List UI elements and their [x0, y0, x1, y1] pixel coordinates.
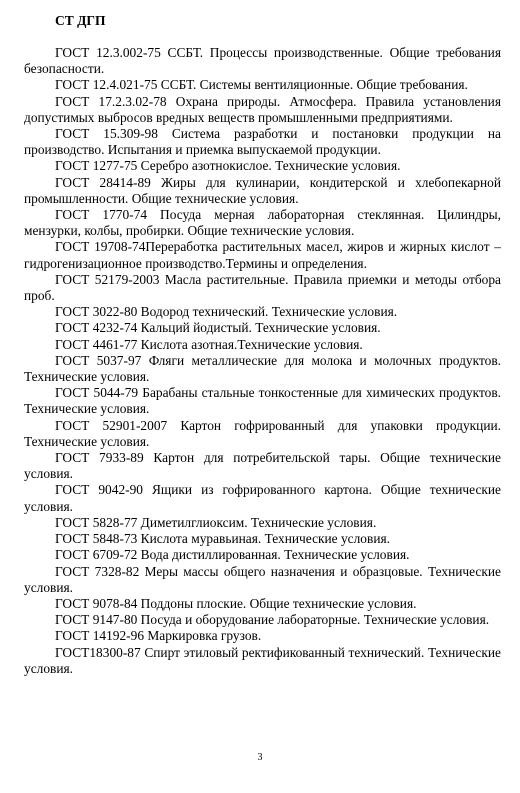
list-item: ГОСТ 4232-74 Кальций йодистый. Технические условия. — [55, 320, 381, 336]
list-item: ГОСТ 5044-79 Барабаны стальные тонкостенные для химических продуктов. Технические условия. — [24, 385, 501, 417]
list-item: ГОСТ 5828-77 Диметилглиоксим. Технические условия. — [55, 514, 377, 530]
list-item: ГОСТ 17.2.3.02-78 Охрана природы. Атмосфера. Правила установления допустимых выбросов вредных веществ промышленными предприятиями. — [24, 93, 501, 125]
list-item: ГОСТ 5848-73 Кислота муравьиная. Технические условия. — [55, 531, 390, 547]
list-item: ГОСТ 5037-97 Фляги металлические для молока и молочных продуктов. Технические условия. — [24, 352, 501, 385]
list-item: ГОСТ 15.309-98 Система разработки и постановки продукции на производство. Испытания и приемка выпускаемой продукции. — [24, 126, 501, 158]
list-item: ГОСТ 52901-2007 Картон гофрированный для упаковки продукции. Технические условия. — [24, 417, 501, 449]
list-item: ГОСТ 12.4.021-75 ССБТ. Системы вентиляционные. Общие требования. — [55, 77, 468, 93]
list-item: ГОСТ18300-87 Спирт этиловый ректификованный технический. Технические условия. — [24, 644, 501, 676]
list-item: ГОСТ 19708-74Переработка растительных масел, жиров и жирных кислот –гидрогенизационное производство.Термины и определения. — [24, 239, 501, 271]
list-item: ГОСТ 7328-82 Меры массы общего назначения и образцовые. Технические условия. — [24, 563, 501, 595]
list-item: ГОСТ 9147-80 Посуда и оборудование лабораторные. Технические условия. — [55, 612, 490, 628]
document-title: СТ ДГП — [55, 13, 106, 28]
list-item: ГОСТ 52179-2003 Масла растительные. Правила приемки и методы отбора проб. — [24, 271, 501, 304]
list-item: ГОСТ 6709-72 Вода дистиллированная. Технические условия. — [55, 547, 410, 563]
list-item: ГОСТ 3022-80 Водород технический. Технические условия. — [55, 304, 398, 320]
page-number: 3 — [257, 752, 263, 763]
list-item: ГОСТ 1770-74 Посуда мерная лабораторная стеклянная. Цилиндры, мензурки, колбы, пробирки. Общие технические условия. — [24, 207, 501, 239]
list-item: ГОСТ 4461-77 Кислота азотная.Технические условия. — [55, 336, 363, 352]
list-item: ГОСТ 9042-90 Ящики из гофрированного картона. Общие технические условия. — [24, 482, 501, 514]
list-item: ГОСТ 12.3.002-75 ССБТ. Процессы производственные. Общие требования безопасности. — [24, 45, 501, 77]
list-item: ГОСТ 28414-89 Жиры для кулинарии, кондитерской и хлебопекарной промышленности. Общие технические условия. — [24, 174, 501, 206]
list-item: ГОСТ 9078-84 Поддоны плоские. Общие технические условия. — [55, 595, 417, 611]
list-item: ГОСТ 7933-89 Картон для потребительской тары. Общие технические условия. — [24, 450, 501, 482]
standards-list — [24, 45, 501, 677]
list-item: ГОСТ 1277-75 Серебро азотнокислое. Технические условия. — [55, 158, 401, 174]
list-item: ГОСТ 14192-96 Маркировка грузов. — [55, 628, 262, 644]
